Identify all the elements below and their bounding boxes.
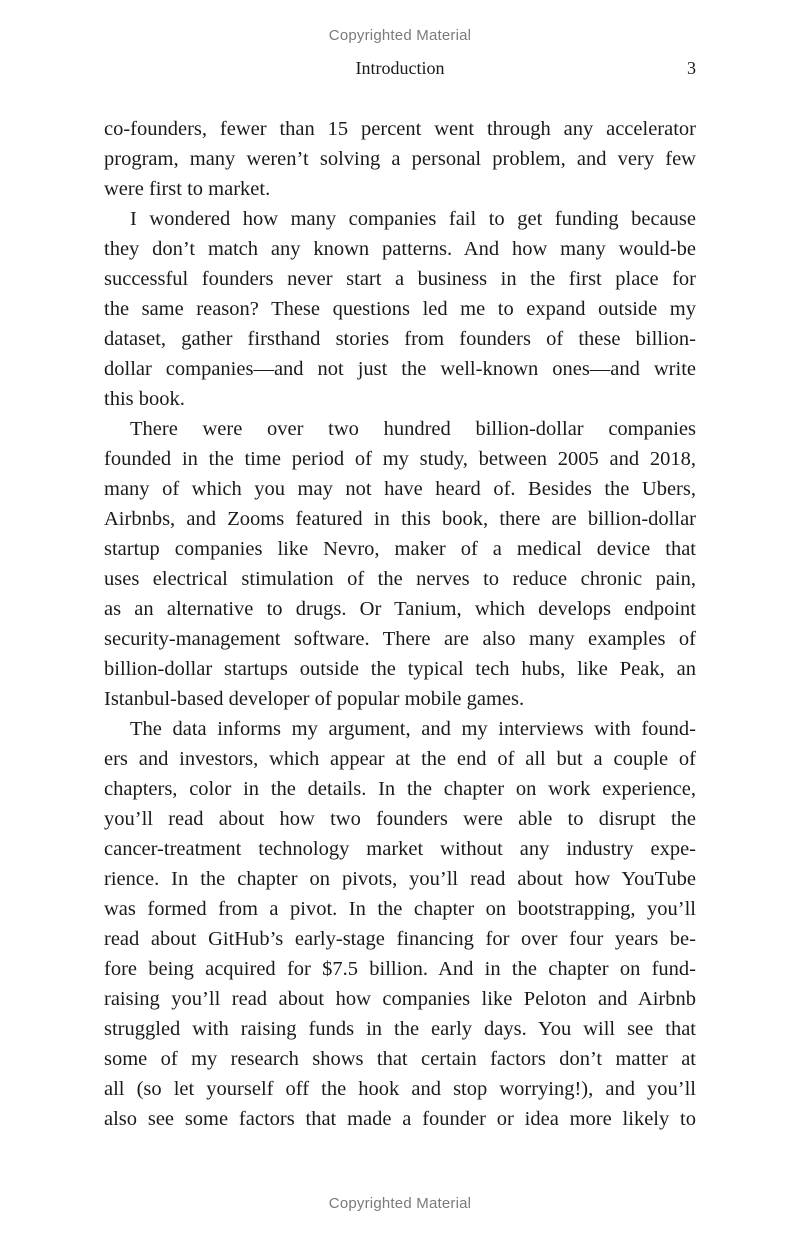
text-line: as an alternative to drugs. Or Tanium, which develops endpoint (104, 598, 696, 620)
text-line: Istanbul-based developer of popular mobile games. (104, 688, 525, 710)
running-head (104, 58, 696, 84)
text-line: ers and investors, which appear at the end of all but a couple of (104, 748, 696, 770)
text-line: There were over two hundred billion-dollar companies (130, 418, 696, 440)
text-line: cancer-treatment technology market without any industry expe- (104, 838, 696, 860)
text-line: this book. (104, 388, 185, 410)
text-line: billion-dollar startups outside the typical tech hubs, like Peak, an (104, 658, 696, 680)
copyright-watermark-bottom: Copyrighted Material (328, 1195, 472, 1212)
paragraph (104, 114, 696, 204)
text-line: dataset, gather firsthand stories from founders of these billion- (104, 328, 696, 350)
text-line: the same reason? These questions led me to expand outside my (104, 298, 696, 320)
text-line: startup companies like Nevro, maker of a medical device that (104, 538, 696, 560)
text-line: rience. In the chapter on pivots, you’ll read about how YouTube (104, 868, 696, 890)
text-line: raising you’ll read about how companies like Peloton and Airbnb (104, 988, 696, 1010)
text-line: The data informs my argument, and my interviews with found- (130, 718, 696, 740)
paragraph (104, 204, 696, 414)
text-line: uses electrical stimulation of the nerves to reduce chronic pain, (104, 568, 696, 590)
body-text (104, 114, 696, 1134)
text-line: were first to market. (104, 178, 271, 200)
text-line: dollar companies—and not just the well-known ones—and write (104, 358, 696, 380)
text-line: co-founders, fewer than 15 percent went through any accelerator (104, 118, 696, 140)
text-line: you’ll read about how two founders were able to disrupt the (104, 808, 696, 830)
chapter-title: Introduction (355, 58, 445, 78)
text-line: successful founders never start a business in the first place for (104, 268, 696, 290)
text-line: chapters, color in the details. In the chapter on work experience, (104, 778, 696, 800)
text-line: some of my research shows that certain factors don’t matter at (104, 1048, 696, 1070)
text-line: read about GitHub’s early-stage financing for over four years be- (104, 928, 696, 950)
text-line: founded in the time period of my study, between 2005 and 2018, (104, 448, 696, 470)
paragraph (104, 414, 696, 714)
text-line: all (so let yourself off the hook and stop worrying!), and you’ll (104, 1078, 696, 1100)
text-line: many of which you may not have heard of. Besides the Ubers, (104, 478, 696, 500)
copyright-watermark-top: Copyrighted Material (328, 27, 472, 44)
paragraph (104, 714, 696, 1134)
text-line: fore being acquired for $7.5 billion. And in the chapter on fund- (104, 958, 696, 980)
text-line: Airbnbs, and Zooms featured in this book, there are billion-dollar (104, 508, 696, 530)
text-line: struggled with raising funds in the early days. You will see that (104, 1018, 696, 1040)
text-line: they don’t match any known patterns. And how many would-be (104, 238, 696, 260)
text-line: also see some factors that made a founder or idea more likely to (104, 1108, 696, 1130)
text-line: was formed from a pivot. In the chapter on bootstrapping, you’ll (104, 898, 696, 920)
page-number: 3 (687, 58, 696, 78)
text-line: I wondered how many companies fail to get funding because (130, 208, 696, 230)
text-line: program, many weren’t solving a personal problem, and very few (104, 148, 696, 170)
text-line: security-management software. There are also many examples of (104, 628, 696, 650)
